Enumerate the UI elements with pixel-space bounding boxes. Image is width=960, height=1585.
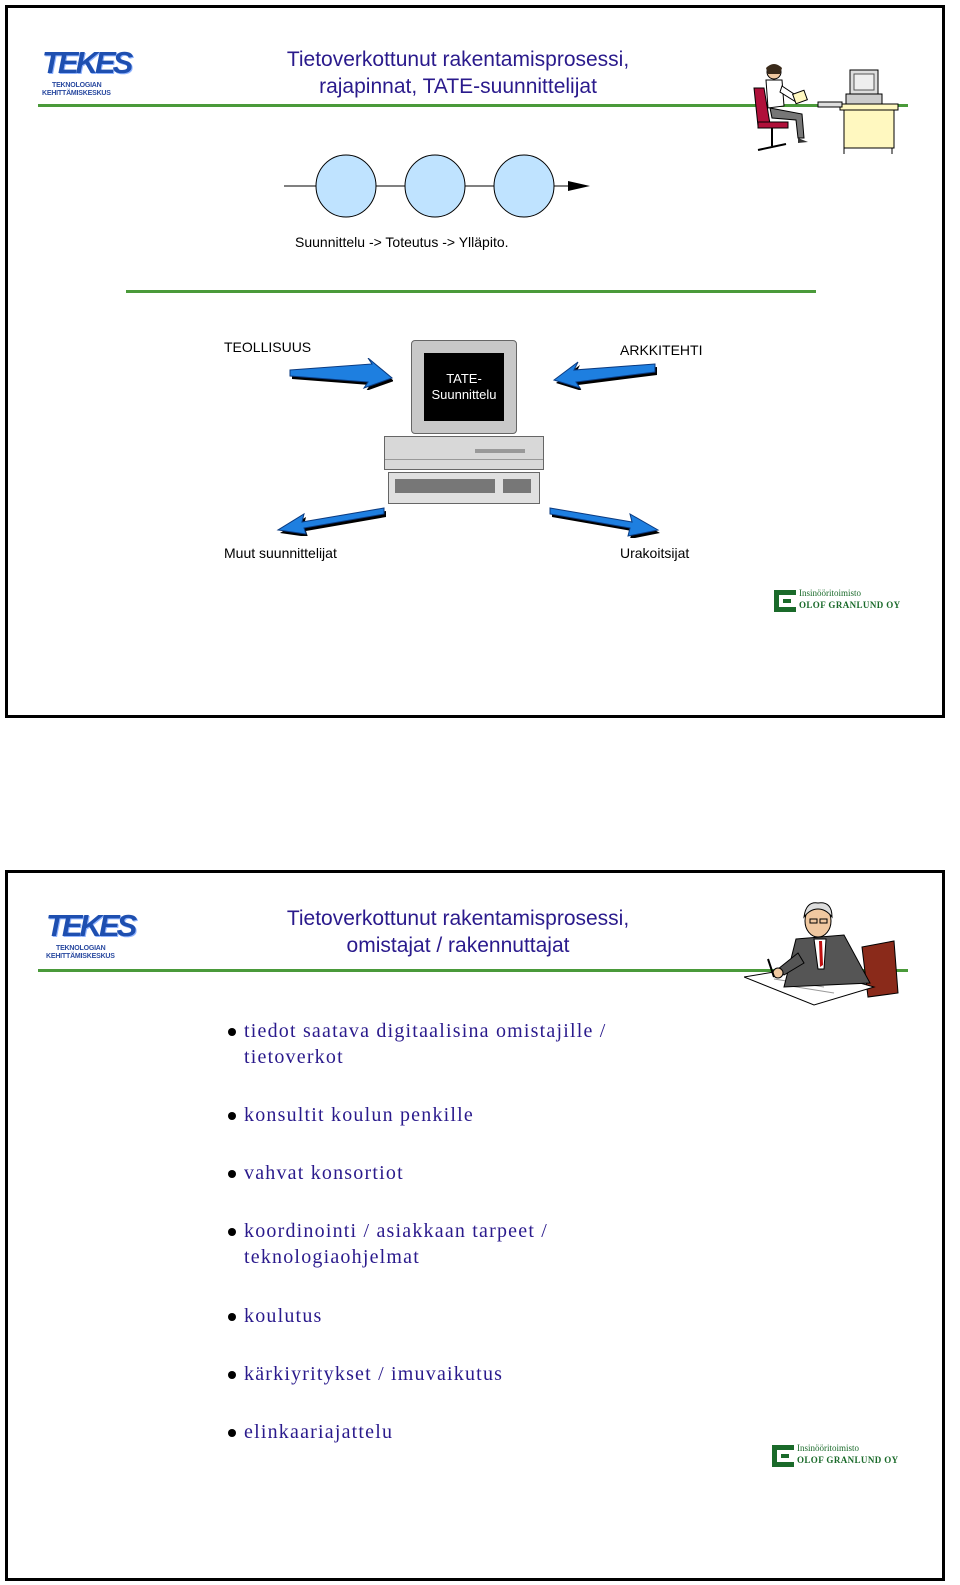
- slide-title: [178, 905, 738, 959]
- section-rule: [126, 290, 816, 293]
- bullet-text-line: koordinointi / asiakkaan tarpeet /: [244, 1220, 549, 1242]
- granlund-g-icon: [772, 1445, 794, 1467]
- label-urakoitsijat: Urakoitsijat: [620, 545, 690, 561]
- label-muut-suunnittelijat: Muut suunnittelijat: [224, 545, 337, 561]
- process-circle-3: [494, 155, 554, 217]
- tekes-logo: [46, 909, 146, 967]
- slide-1: [5, 5, 945, 718]
- tekes-wordmark: TEKES: [42, 45, 131, 80]
- title-line-1: Tietoverkottunut rakentamisprosessi,: [286, 48, 630, 71]
- process-circle-1: [316, 155, 376, 217]
- title-line-1: Tietoverkottunut rakentamisprosessi,: [286, 907, 630, 930]
- process-diagram: [278, 148, 598, 228]
- arrow-teollisuus-icon: [288, 358, 393, 390]
- granlund-small-text: Insinööritoimisto: [799, 588, 862, 598]
- keyboard: [388, 472, 540, 504]
- slide-title: [178, 46, 738, 100]
- title-line-2: rajapinnat, TATE-suunnittelijat: [319, 75, 597, 98]
- granlund-g-icon: [774, 590, 796, 612]
- monitor-screen: [424, 353, 504, 421]
- process-arrowhead: [568, 181, 590, 191]
- bullet-list: [228, 1018, 908, 1468]
- bullet-text-line: kärkiyritykset / imuvaikutus: [244, 1363, 504, 1385]
- granlund-small-text: Insinööritoimisto: [797, 1443, 860, 1453]
- bullet-dot: [228, 1170, 236, 1178]
- bullet-dot: [228, 1228, 236, 1236]
- bullet-text-line: konsultit koulun penkille: [244, 1104, 474, 1126]
- granlund-logo: [772, 1443, 902, 1473]
- tekes-subtitle-1: TEKNOLOGIAN: [56, 945, 106, 952]
- tekes-subtitle-2: KEHITTÄMISKESKUS: [46, 953, 115, 960]
- bullet-dot: [228, 1371, 236, 1379]
- granlund-logo: [774, 588, 904, 618]
- bullet-text-line: tietoverkot: [244, 1046, 344, 1068]
- bullet-text-line: tiedot saatava digitaalisina omistajille /: [244, 1020, 607, 1042]
- arrow-arkkitehti-icon: [552, 358, 657, 390]
- tekes-logo: [42, 46, 142, 104]
- arrow-muut-suunnittelijat-icon: [276, 504, 386, 536]
- arrow-urakoitsijat-icon: [548, 504, 660, 538]
- title-line-2: omistajat / rakennuttajat: [346, 934, 570, 957]
- bullet-text-line: teknologiaohjelmat: [244, 1246, 421, 1268]
- screen-line-1: TATE-: [446, 371, 482, 386]
- bullet-dot: [228, 1028, 236, 1036]
- computer-illustration: [384, 340, 544, 505]
- bullet-text-line: koulutus: [244, 1305, 323, 1327]
- bullet-dot: [228, 1429, 236, 1437]
- bullet-dot: [228, 1313, 236, 1321]
- process-caption: Suunnittelu -> Toteutus -> Ylläpito.: [295, 234, 509, 250]
- slide-2: [5, 870, 945, 1581]
- process-circle-2: [405, 155, 465, 217]
- monitor: [411, 340, 517, 434]
- label-teollisuus: TEOLLISUUS: [224, 339, 312, 355]
- bullet-text-line: elinkaariajattelu: [244, 1421, 394, 1443]
- bullet-dot: [228, 1112, 236, 1120]
- granlund-name: OLOF GRANLUND OY: [797, 1455, 899, 1465]
- label-arkkitehti: ARKKITEHTI: [620, 342, 703, 358]
- woman-at-computer-illustration: [744, 58, 916, 158]
- computer-base: [384, 436, 544, 470]
- tekes-subtitle-2: KEHITTÄMISKESKUS: [42, 90, 111, 97]
- screen-line-2: Suunnittelu: [431, 387, 497, 402]
- granlund-name: OLOF GRANLUND OY: [799, 600, 901, 610]
- tekes-subtitle-1: TEKNOLOGIAN: [52, 82, 102, 89]
- businessman-writing-illustration: [744, 897, 916, 1009]
- tekes-wordmark: TEKES: [46, 908, 135, 943]
- bullet-text-line: vahvat konsortiot: [244, 1162, 404, 1184]
